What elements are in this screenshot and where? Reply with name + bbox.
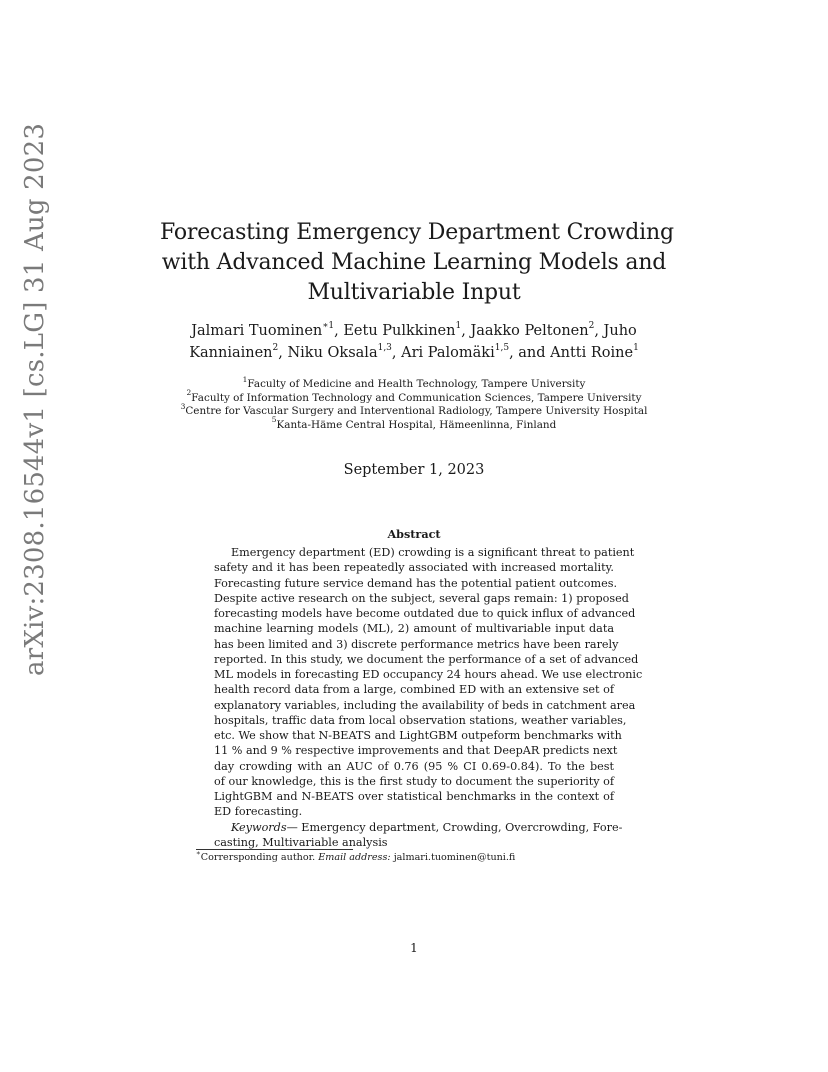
abstract-heading: Abstract — [387, 527, 441, 541]
abstract-line: Forecasting future service demand has the potential patient outcomes. — [214, 576, 618, 590]
publication-date: September 1, 2023 — [343, 462, 485, 478]
abstract-line: safety and it has been repeatedly associated with increased mortality. — [214, 561, 614, 575]
author-affiliation-mark: 1 — [633, 343, 639, 354]
abstract-line: of our knowledge, this is the first study to document the superiority of — [214, 774, 614, 788]
keywords-text: — Emergency department, Crowding, Overcrowding, Fore- — [286, 820, 623, 834]
author-affiliation-mark: ∗1 — [322, 321, 335, 332]
affiliation-mark: 2 — [186, 388, 192, 398]
abstract-line: explanatory variables, including the availability of beds in catchment area — [214, 698, 636, 712]
title-line: Forecasting Emergency Department Crowding — [160, 220, 674, 245]
author-name: Antti Roine — [550, 345, 634, 361]
abstract-line: hospitals, traffic data from local observation stations, weather variables, — [214, 713, 627, 727]
title-line: Multivariable Input — [307, 280, 521, 305]
author-affiliation-mark: 1 — [455, 321, 462, 332]
author-affiliation-mark: 1,3 — [377, 343, 392, 354]
affiliation-mark: 3 — [180, 401, 186, 411]
arxiv-identifier-stamp: arXiv:2308.16544v1 [cs.LG] 31 Aug 2023 — [20, 122, 50, 676]
affiliation — [130, 388, 698, 406]
author-name: Juho — [603, 323, 637, 339]
keywords-line — [214, 820, 623, 835]
affiliation-text: Faculty of Medicine and Health Technology, Tampere University — [247, 378, 586, 390]
abstract-line: LightGBM and N-BEATS over statistical benchmarks in the context of — [214, 790, 614, 803]
abstract-line: ED forecasting. — [214, 805, 303, 819]
author-list — [160, 320, 668, 364]
abstract-line: etc. We show that N-BEATS and LightGBM outpeform benchmarks with — [214, 729, 622, 742]
author-affiliation-mark: 2 — [588, 321, 595, 332]
author-name: Ari Palomäki — [401, 345, 495, 361]
affiliation — [130, 374, 698, 392]
abstract-line: health record data from a large, combined ED with an extensive set of — [214, 683, 614, 697]
abstract-line: 11 % and 9 % respective improvements and that DeepAR predicts next — [214, 744, 618, 758]
keywords-line: casting, Multivariable analysis — [214, 835, 388, 849]
footnote-mark: ∗ — [196, 848, 201, 857]
author-name: Kanniainen — [189, 345, 273, 361]
abstract-line: day crowding with an AUC of 0.76 (95 % CI 0.69-0.84). To the best — [214, 759, 614, 773]
abstract-line: Emergency department (ED) crowding is a significant threat to patient — [231, 546, 635, 559]
abstract-line: machine learning models (ML), 2) amount of multivariable input data — [214, 622, 614, 636]
keywords-label: Keywords — [231, 820, 287, 834]
abstract-line: Despite active research on the subject, several gaps remain: 1) proposed — [214, 591, 629, 605]
affiliation — [130, 415, 698, 433]
affiliation-text: Kanta-Häme Central Hospital, Hämeenlinna, Finland — [276, 418, 557, 431]
author-line: Kanniainen$^2$, Niku Oksala$^{1,3}$, Ari Palomäki$^{1,5}$, and Antti Roine$^1$ — [189, 343, 639, 361]
abstract-body — [214, 545, 643, 850]
abstract-line: ML models in forecasting ED occupancy 24 hours ahead. We use electronic — [214, 668, 643, 681]
affiliation-text: Faculty of Information Technology and Communication Sciences, Tampere University — [191, 391, 642, 404]
author-affiliation-mark: 1,5 — [494, 343, 510, 354]
email-label: Email address: — [318, 852, 391, 863]
email-link[interactable]: jalmari.tuominen@tuni.fi — [393, 852, 516, 863]
affiliation-text: Centre for Vascular Surgery and Interventional Radiology, Tampere University Hospital — [185, 405, 648, 417]
page-number: 1 — [410, 941, 418, 955]
title-line: with Advanced Machine Learning Models and — [161, 250, 667, 275]
abstract-line: forecasting models have become outdated due to quick influx of advanced — [214, 607, 636, 620]
author-name: Jalmari Tuominen — [191, 323, 323, 339]
paper-title — [160, 218, 674, 308]
abstract-line: reported. In this study, we document the performance of a set of advanced — [214, 652, 639, 666]
author-name: Jaakko Peltonen — [470, 323, 589, 339]
corresponding-author-footnote — [196, 848, 636, 864]
footnote-text: Corrersponding author. — [200, 852, 316, 863]
affiliation-list — [130, 374, 698, 432]
author-line: Jalmari Tuominen$^{∗1}$, Eetu Pulkkinen$^1$, Jaakko Peltonen$^2$, Juho — [191, 321, 637, 339]
affiliation — [130, 401, 698, 419]
author-name: Eetu Pulkkinen — [343, 323, 456, 339]
author-name: Niku Oksala — [287, 345, 378, 361]
footnote-divider — [196, 849, 353, 850]
abstract-line: has been limited and 3) discrete performance metrics have been rarely — [214, 637, 619, 651]
affiliation-mark: 5 — [271, 415, 277, 425]
affiliation-mark: 1 — [242, 374, 248, 384]
author-affiliation-mark: 2 — [272, 343, 279, 354]
